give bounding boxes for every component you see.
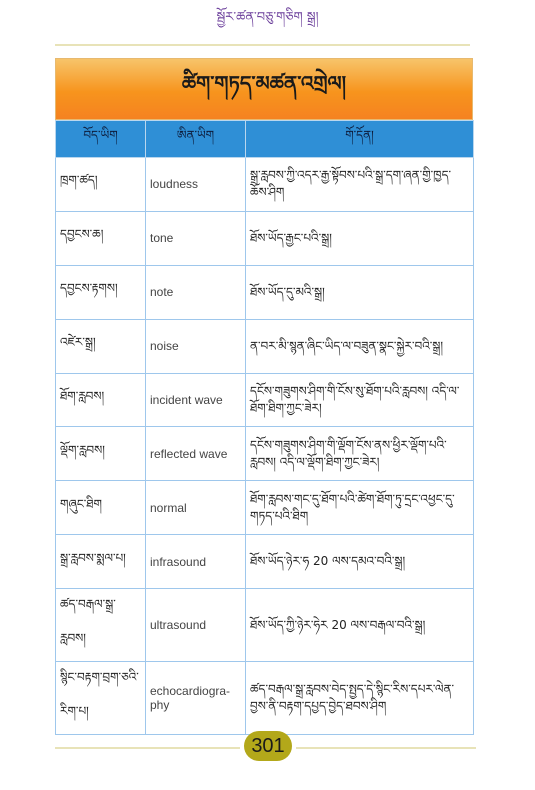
term-definition: ན་བར་མི་སྙན་ཞིང་ཡིད་ལ་བཟུན་སྣང་སྐྱེར་བའི་སྒྲ། xyxy=(246,319,474,373)
table-title: ཚིག་གཏད་མཚན་འགྲེལ། xyxy=(55,58,473,120)
term-definition: ཐོས་ཡོད་རྒྱང་པའི་སྒྲ། xyxy=(246,211,474,265)
term-english: loudness xyxy=(146,158,246,212)
term-tibetan: དབྱངས་ཆ། xyxy=(56,211,146,265)
table-row xyxy=(56,662,474,735)
term-tibetan: གཞུང་ཐིག xyxy=(56,481,146,535)
term-tibetan: སྒྲ་རླབས་སྨལ་པ། xyxy=(56,535,146,589)
term-definition: ཐོས་ཡོད་ཉེར་ཧ 20 ལས་དམའ་བའི་སྒྲ། xyxy=(246,535,474,589)
term-definition: སྒྲ་རླབས་ཀྱི་འདར་རྒྱ་སྟོབས་པའི་སྒྲ་དག་ཞན་གྱི་ཁྱད་ཆོས་ཤིག xyxy=(246,158,474,212)
term-definition: ཐོག་རླབས་གང་དུ་ཐོག་པའི་ཚེག་ཐོག་ཏུ་དྲང་འཕྱང་དུ་གཏད་པའི་ཐིག xyxy=(246,481,474,535)
table-row xyxy=(56,265,474,319)
glossary-table-container xyxy=(55,58,473,735)
term-tibetan: ཐོག་རླབས། xyxy=(56,373,146,427)
table-row xyxy=(56,373,474,427)
glossary-table xyxy=(55,120,474,735)
term-definition: དངོས་གཟུགས་ཤིག་གི་ངོས་སུ་ཐོག་པའི་རླབས། འདི་ལ་ཐོག་ཐིག་ཀྱང་ཟེར། xyxy=(246,373,474,427)
term-english: noise xyxy=(146,319,246,373)
table-row xyxy=(56,589,474,662)
term-english: infrasound xyxy=(146,535,246,589)
term-english: ultrasound xyxy=(146,589,246,662)
term-tibetan: དབྱངས་རྟགས། xyxy=(56,265,146,319)
header-definition: གོ་དོན། xyxy=(246,121,474,158)
header-english: ཨིན་ཡིག xyxy=(146,121,246,158)
table-row xyxy=(56,481,474,535)
header-rule xyxy=(55,44,470,46)
term-english: tone xyxy=(146,211,246,265)
term-definition: དངོས་གཟུགས་ཤིག་གི་ལྡོག་ངོས་ནས་ཕྱིར་ལྡོག་པའི་རླབས། འདི་ལ་ལྡོག་ཐིག་ཀྱང་ཟེར། xyxy=(246,427,474,481)
term-tibetan: ཚད་བརྒལ་སྒྲ་རླབས། xyxy=(56,589,146,662)
running-head: སྦྱོར་ཚན་བཅུ་གཅིག སྒྲ། xyxy=(216,10,319,25)
term-tibetan: སྙིང་བརྟག་བྲག་ཅའི་རིག་པ། xyxy=(56,662,146,735)
term-english: reflected wave xyxy=(146,427,246,481)
table-row xyxy=(56,319,474,373)
table-row xyxy=(56,211,474,265)
table-header-row xyxy=(56,121,474,158)
term-definition: ཚད་བརྒལ་སྒྲ་རླབས་བེད་སྤྱད་དེ་སྙིང་རིས་དཔར་ལེན་བྱས་ནི་བརྟག་དཔྱད་བྱེད་ཐབས་ཤིག xyxy=(246,662,474,735)
term-tibetan: ལྡོག་རླབས། xyxy=(56,427,146,481)
term-english: normal xyxy=(146,481,246,535)
footer-rule-right xyxy=(296,747,476,749)
term-english: echocardiogra-phy xyxy=(146,662,246,735)
table-row xyxy=(56,158,474,212)
term-english: note xyxy=(146,265,246,319)
term-english: incident wave xyxy=(146,373,246,427)
table-row xyxy=(56,427,474,481)
term-definition: ཐོས་ཡོད་ཀྱི་ཉེར་ཧེར 20 ལས་བརྒལ་བའི་སྒྲ། xyxy=(246,589,474,662)
footer-rule-left xyxy=(55,747,240,749)
header-tibetan: བོད་ཡིག xyxy=(56,121,146,158)
table-row xyxy=(56,535,474,589)
page-number: 301 xyxy=(244,731,292,761)
term-tibetan: ཁྲག་ཚད། xyxy=(56,158,146,212)
term-definition: ཐོས་ཡོད་དུ་མའི་སྒྲ། xyxy=(246,265,474,319)
term-tibetan: འཛེར་སྒྲ། xyxy=(56,319,146,373)
